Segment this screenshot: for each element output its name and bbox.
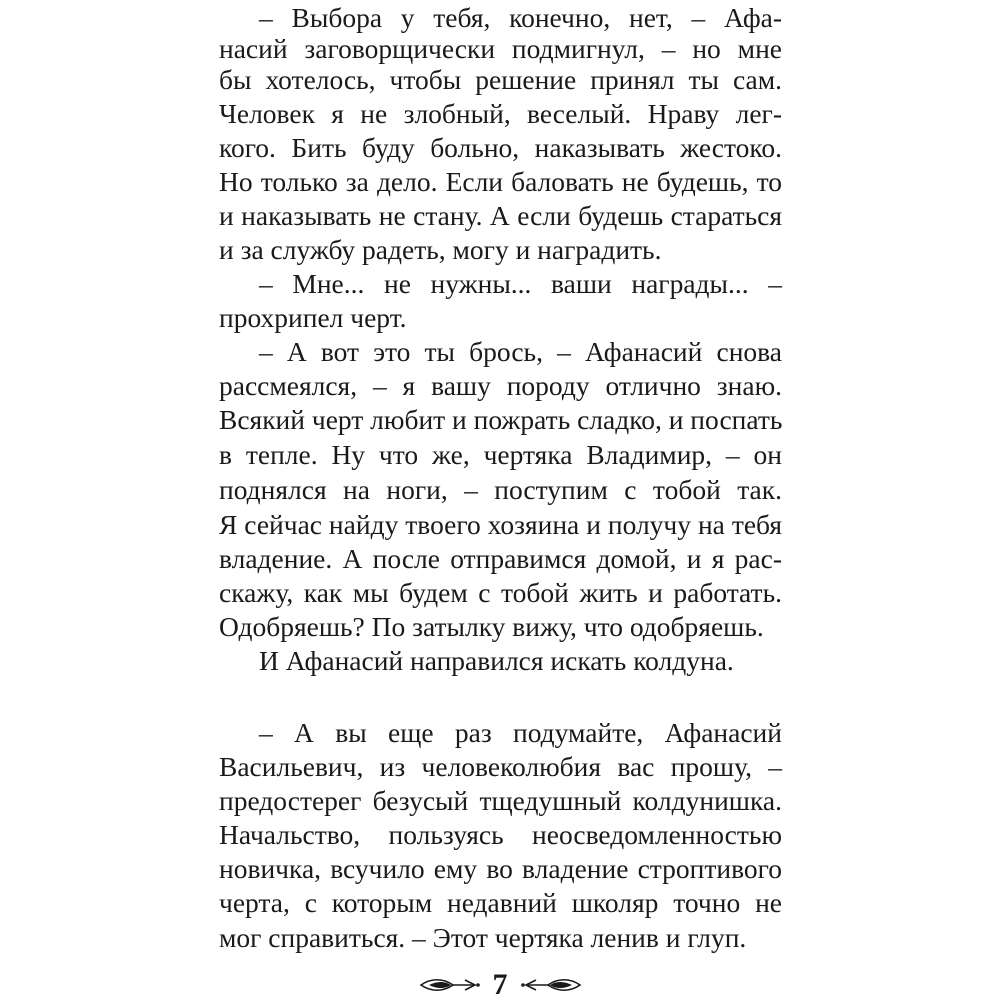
text-line: И Афанасий направился искать колдуна. — [259, 645, 734, 676]
text-line: – Выбора у тебя, конечно, нет, – Афа- — [259, 2, 782, 33]
text-line: в тепле. Ну что же, чертяка Владимир, – он — [219, 439, 782, 470]
text-line: кого. Бить буду больно, наказывать жестоко. — [219, 132, 782, 163]
text-line: черта, с которым недавний школяр точно не — [219, 887, 782, 918]
text-line: Человек я не злобный, веселый. Нраву лег- — [219, 98, 782, 129]
text-line: поднялся на ноги, – поступим с тобой так. — [219, 474, 782, 505]
page-number: 7 — [492, 968, 508, 1001]
text-line: Я сейчас найду твоего хозяина и получу на тебя — [219, 509, 782, 540]
text-line: и наказывать не стану. А если будешь стараться — [219, 200, 782, 231]
text-line: рассмеялся, – я вашу породу отлично знаю. — [219, 370, 782, 401]
text-line: бы хотелось, чтобы решение принял ты сам. — [219, 64, 782, 95]
text-line: – Мне... не нужны... ваши награды... – — [259, 268, 782, 299]
left-ornament-icon — [419, 975, 481, 995]
book-page — [219, 0, 782, 1000]
text-line: Всякий черт любит и пожрать сладко, и поспать — [219, 404, 783, 435]
text-line: и за службу радеть, могу и наградить. — [219, 234, 662, 265]
text-line: Васильевич, из человеколюбия вас прошу, – — [219, 751, 782, 782]
text-line: новичка, всучило ему во владение строптивого — [219, 853, 782, 884]
text-line: насий заговорщически подмигнул, – но мне — [219, 33, 782, 64]
text-line: предостерег безусый тщедушный колдунишка. — [219, 785, 782, 816]
text-line: мог справиться. – Этот чертяка ленив и глуп. — [219, 922, 747, 953]
text-line: Начальство, пользуясь неосведомленностью — [219, 819, 782, 850]
text-line: Но только за дело. Если баловать не будешь, то — [219, 166, 782, 197]
text-line: прохрипел черт. — [219, 302, 407, 333]
text-line: скажу, как мы будем с тобой жить и работать. — [219, 577, 782, 608]
right-ornament-icon — [520, 975, 582, 995]
text-line: – А вот это ты брось, – Афанасий снова — [259, 336, 782, 367]
page-footer — [0, 968, 1000, 1002]
text-line: – А вы еще раз подумайте, Афанасий — [259, 717, 782, 748]
text-line: Одобряешь? По затылку вижу, что одобряешь. — [219, 611, 764, 642]
text-line: владение. А после отправимся домой, и я рас- — [219, 543, 782, 574]
